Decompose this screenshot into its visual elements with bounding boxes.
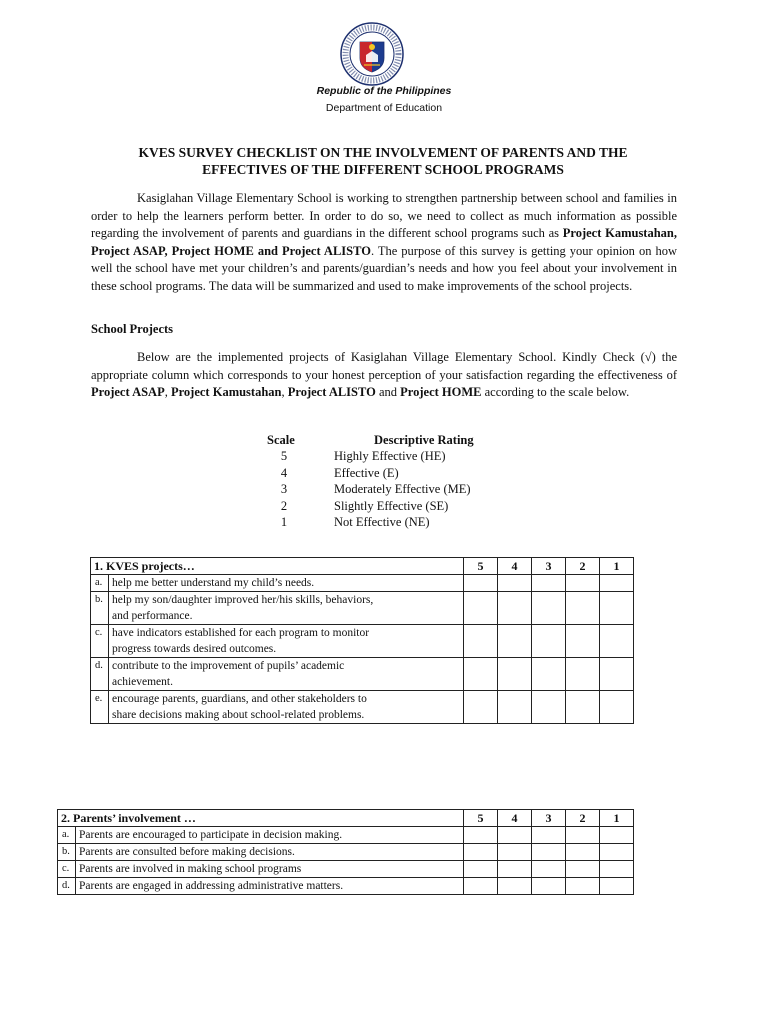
rating-cell[interactable] (532, 575, 566, 592)
scale-rating: Effective (E) (334, 465, 399, 480)
row-letter: c. (91, 625, 109, 658)
rating-cell[interactable] (600, 658, 634, 691)
row-line: help me better understand my child’s needs. (112, 577, 315, 589)
rating-cell[interactable] (464, 625, 498, 658)
row-text: Parents are engaged in addressing administrative matters. (76, 878, 464, 895)
row-line: contribute to the improvement of pupils’ academic (112, 660, 345, 672)
row-letter: d. (58, 878, 76, 895)
rating-cell[interactable] (532, 625, 566, 658)
scale-rating: Not Effective (NE) (334, 515, 430, 529)
rating-cell[interactable] (498, 878, 532, 895)
rating-cell[interactable] (600, 691, 634, 724)
table-heading: 1. KVES projects… (91, 558, 464, 575)
column-2: 2 (566, 558, 600, 575)
rating-cell[interactable] (532, 691, 566, 724)
project-kamustahan: Project Kamustahan (170, 385, 282, 400)
row-text (109, 658, 464, 691)
column-4: 4 (498, 558, 532, 575)
column-5: 5 (464, 810, 498, 827)
project-asap: Project ASAP (91, 385, 165, 400)
row-letter: c. (58, 861, 76, 878)
document-title (90, 144, 676, 178)
section-heading: School Projects (91, 322, 174, 336)
scale-rating: Slightly Effective (SE) (334, 498, 449, 513)
rating-cell[interactable] (566, 658, 600, 691)
column-3: 3 (532, 558, 566, 575)
rating-cell[interactable] (464, 658, 498, 691)
row-text (109, 592, 464, 625)
scale-value: 3 (280, 482, 288, 496)
row-line: and performance. (112, 610, 193, 622)
row-text: Parents are encouraged to participate in decision making. (76, 827, 464, 844)
row-line: help my son/daughter improved her/his skills, behaviors, (112, 594, 374, 606)
rating-cell[interactable] (464, 691, 498, 724)
row-letter: b. (91, 592, 109, 625)
row-letter: e. (91, 691, 109, 724)
table-row (58, 861, 634, 878)
table-header-row (91, 558, 634, 575)
scale-value: 5 (280, 449, 288, 463)
rating-cell[interactable] (464, 878, 498, 895)
table-row (58, 827, 634, 844)
table-row (91, 625, 634, 658)
rating-cell[interactable] (498, 827, 532, 844)
rating-cell[interactable] (600, 878, 634, 895)
rating-cell[interactable] (532, 861, 566, 878)
row-line: encourage parents, guardians, and other stakeholders to (112, 693, 367, 705)
column-1: 1 (600, 810, 634, 827)
rating-cell[interactable] (498, 625, 532, 658)
rating-cell[interactable] (464, 844, 498, 861)
rating-cell[interactable] (600, 861, 634, 878)
instructions-paragraph (91, 349, 677, 402)
rating-cell[interactable] (498, 592, 532, 625)
rating-cell[interactable] (498, 861, 532, 878)
rating-cell[interactable] (464, 861, 498, 878)
intro-paragraph (91, 190, 677, 296)
row-line: have indicators established for each program to monitor (112, 627, 370, 639)
kves-projects-table (90, 557, 634, 724)
column-2: 2 (566, 810, 600, 827)
republic-line: Republic of the Philippines (316, 85, 452, 97)
row-letter: a. (91, 575, 109, 592)
rating-cell[interactable] (532, 592, 566, 625)
project-home: Project HOME (400, 385, 482, 400)
scale-value: 1 (280, 515, 288, 529)
rating-cell[interactable] (600, 827, 634, 844)
separator: and (375, 385, 401, 400)
intro-text-b: . The purpose of this survey is getting your opinion on how well the school have met your children’s and parents/guardian’s needs and how you feel about your involvement in these school programs. The data will be summarized and used to make improvements of the school projects. (91, 243, 677, 293)
department-line: Department of Education (325, 102, 443, 114)
rating-cell[interactable] (566, 861, 600, 878)
table-heading: 2. Parents’ involvement … (58, 810, 464, 827)
rating-cell[interactable] (566, 625, 600, 658)
separator: , (281, 385, 288, 400)
row-letter: a. (58, 827, 76, 844)
row-letter: b. (58, 844, 76, 861)
rating-header: Descriptive Rating (374, 433, 474, 447)
column-1: 1 (600, 558, 634, 575)
table-row (91, 691, 634, 724)
row-line: progress towards desired outcomes. (112, 643, 277, 655)
row-text (109, 691, 464, 724)
title-line-2: EFFECTIVES OF THE DIFFERENT SCHOOL PROGRAMS (202, 162, 564, 177)
rating-cell[interactable] (532, 827, 566, 844)
rating-cell[interactable] (498, 658, 532, 691)
column-5: 5 (464, 558, 498, 575)
scale-rating: Highly Effective (HE) (334, 449, 446, 463)
rating-cell[interactable] (464, 592, 498, 625)
separator: , (164, 385, 171, 400)
project-alisto: Project ALISTO (287, 385, 376, 400)
intro-text-a: Kasiglahan Village Elementary School is working to strengthen partnership between school and families in order to help the learners perform better. In order to do so, we need to collect as much information as possible regarding the involvement of parents and guardians in the different school programs such as (91, 191, 677, 241)
row-text (109, 625, 464, 658)
title-line-1: KVES SURVEY CHECKLIST ON THE INVOLVEMENT OF PARENTS AND THE (138, 145, 628, 160)
row-line: share decisions making about school-related problems. (112, 709, 365, 721)
row-text: Parents are consulted before making decisions. (76, 844, 464, 861)
row-letter: d. (91, 658, 109, 691)
rating-cell[interactable] (600, 575, 634, 592)
rating-cell[interactable] (532, 844, 566, 861)
parents-involvement-table (57, 809, 634, 895)
scale-value: 2 (280, 498, 288, 513)
table-row (91, 658, 634, 691)
rating-cell[interactable] (566, 575, 600, 592)
intro-projects: Project Kamustahan, Project ASAP, Project HOME and Project ALISTO (91, 226, 678, 258)
table-row (91, 592, 634, 625)
rating-cell[interactable] (532, 658, 566, 691)
rating-cell[interactable] (566, 844, 600, 861)
row-line: achievement. (112, 676, 173, 688)
rating-cell[interactable] (566, 592, 600, 625)
rating-cell[interactable] (600, 592, 634, 625)
row-text: Parents are involved in making school programs (76, 861, 464, 878)
instructions-text-b: according to the scale below. (481, 385, 630, 400)
rating-cell[interactable] (464, 827, 498, 844)
scale-rating: Moderately Effective (ME) (334, 482, 471, 496)
instructions-text-a: Below are the implemented projects of Kasiglahan Village Elementary School. Kindly Check (√) the appropriate column which corresponds to your honest perception of your satisfaction regarding the effectiveness of (91, 350, 677, 382)
rating-cell[interactable] (498, 691, 532, 724)
table-row (58, 844, 634, 861)
rating-cell[interactable] (600, 625, 634, 658)
table-row (91, 575, 634, 592)
table-header-row (58, 810, 634, 827)
rating-cell[interactable] (464, 575, 498, 592)
deped-seal-logo (340, 22, 404, 86)
table-row (58, 878, 634, 895)
row-text (109, 575, 464, 592)
column-3: 3 (532, 810, 566, 827)
scale-values (278, 448, 290, 531)
rating-cell[interactable] (498, 844, 532, 861)
rating-cell[interactable] (532, 878, 566, 895)
rating-cell[interactable] (566, 691, 600, 724)
scale-header: Scale (267, 433, 295, 447)
rating-cell[interactable] (566, 878, 600, 895)
scale-value: 4 (280, 465, 288, 480)
rating-cell[interactable] (498, 575, 532, 592)
column-4: 4 (498, 810, 532, 827)
rating-cell[interactable] (600, 844, 634, 861)
scale-ratings (334, 448, 471, 531)
rating-cell[interactable] (566, 827, 600, 844)
